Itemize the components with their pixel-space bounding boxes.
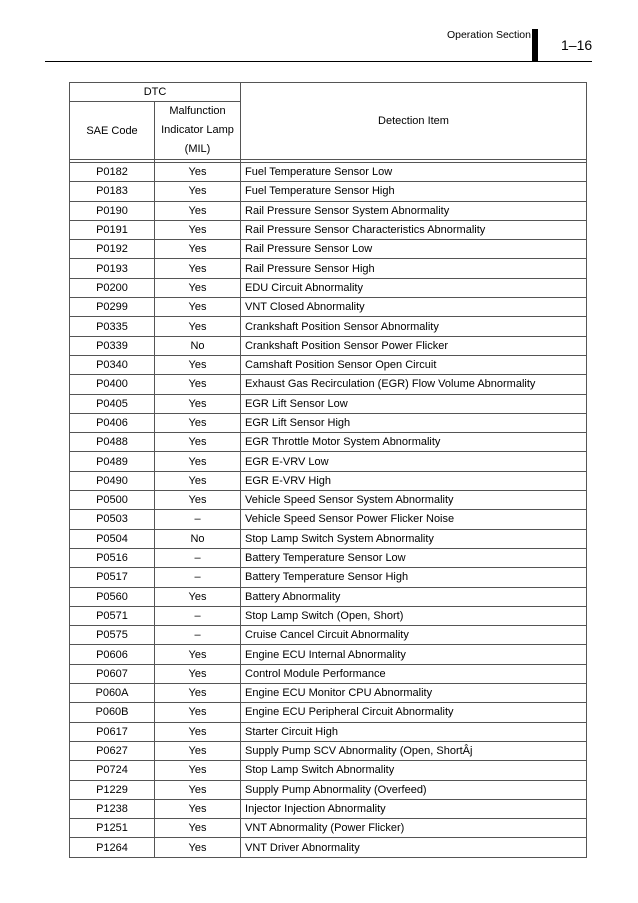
detection-item-cell: VNT Closed Abnormality [241, 298, 587, 317]
detection-item-cell: Engine ECU Monitor CPU Abnormality [241, 684, 587, 703]
mil-cell: Yes [155, 201, 241, 220]
table-row [70, 606, 587, 625]
mil-cell: Yes [155, 394, 241, 413]
mil-cell: No [155, 336, 241, 355]
sae-code-cell: P0339 [70, 336, 155, 355]
mil-cell: Yes [155, 838, 241, 857]
mil-cell: Yes [155, 491, 241, 510]
sae-code-cell: P1238 [70, 799, 155, 818]
page-number: 1–16 [561, 37, 593, 53]
sae-code-cell: P0560 [70, 587, 155, 606]
sae-code-cell: P0340 [70, 355, 155, 374]
table-row [70, 703, 587, 722]
mil-cell: Yes [155, 722, 241, 741]
detection-item-cell: Engine ECU Peripheral Circuit Abnormality [241, 703, 587, 722]
sae-code-cell: P0571 [70, 606, 155, 625]
mil-cell: No [155, 529, 241, 548]
mil-header-line3: (MIL) [184, 143, 211, 155]
mil-cell: Yes [155, 684, 241, 703]
mil-cell: – [155, 510, 241, 529]
sae-code-cell: P0400 [70, 375, 155, 394]
table-row [70, 780, 587, 799]
detection-item-cell: EGR Lift Sensor High [241, 413, 587, 432]
mil-cell: Yes [155, 298, 241, 317]
mil-cell: Yes [155, 780, 241, 799]
detection-item-cell: Rail Pressure Sensor System Abnormality [241, 201, 587, 220]
mil-cell: Yes [155, 799, 241, 818]
table-row [70, 375, 587, 394]
header-bar [532, 29, 538, 62]
table-row [70, 220, 587, 239]
mil-cell: Yes [155, 741, 241, 760]
detection-item-cell: EDU Circuit Abnormality [241, 278, 587, 297]
table-row [70, 394, 587, 413]
table-row [70, 298, 587, 317]
sae-code-cell: P0299 [70, 298, 155, 317]
detection-item-cell: Fuel Temperature Sensor High [241, 182, 587, 201]
detection-item-cell: EGR Lift Sensor Low [241, 394, 587, 413]
table-row [70, 317, 587, 336]
detection-item-cell: Vehicle Speed Sensor System Abnormality [241, 491, 587, 510]
mil-cell: – [155, 548, 241, 567]
sae-code-cell: P0406 [70, 413, 155, 432]
sae-code-cell: P0183 [70, 182, 155, 201]
mil-cell: – [155, 606, 241, 625]
detection-item-cell: Rail Pressure Sensor Characteristics Abnormality [241, 220, 587, 239]
sae-code-cell: P1229 [70, 780, 155, 799]
detection-item-cell: Engine ECU Internal Abnormality [241, 645, 587, 664]
detection-item-cell: EGR E-VRV Low [241, 452, 587, 471]
sae-code-cell: P0606 [70, 645, 155, 664]
sae-code-cell: P0517 [70, 568, 155, 587]
table-row [70, 761, 587, 780]
table-row [70, 684, 587, 703]
table-row [70, 433, 587, 452]
sae-code-cell: P0607 [70, 664, 155, 683]
sae-code-cell: P0617 [70, 722, 155, 741]
detection-item-cell: Stop Lamp Switch (Open, Short) [241, 606, 587, 625]
mil-cell: Yes [155, 240, 241, 259]
detection-item-cell: Crankshaft Position Sensor Abnormality [241, 317, 587, 336]
sae-code-cell: P0575 [70, 626, 155, 645]
section-title: Operation Section [446, 29, 531, 41]
detection-item-header: Detection Item [241, 83, 587, 160]
detection-item-cell: Battery Abnormality [241, 587, 587, 606]
dtc-header: DTC [70, 83, 241, 102]
sae-code-cell: P0500 [70, 491, 155, 510]
sae-code-cell: P0627 [70, 741, 155, 760]
sae-code-cell: P0724 [70, 761, 155, 780]
dtc-table-body [70, 160, 587, 858]
detection-item-cell: Cruise Cancel Circuit Abnormality [241, 626, 587, 645]
sae-code-cell: P0504 [70, 529, 155, 548]
detection-item-cell: Crankshaft Position Sensor Power Flicker [241, 336, 587, 355]
sae-code-cell: P0516 [70, 548, 155, 567]
table-row [70, 452, 587, 471]
table-row [70, 491, 587, 510]
mil-cell: Yes [155, 433, 241, 452]
mil-cell: Yes [155, 819, 241, 838]
detection-item-cell: Battery Temperature Sensor Low [241, 548, 587, 567]
table-row [70, 278, 587, 297]
sae-code-cell: P0191 [70, 220, 155, 239]
detection-item-cell: Supply Pump SCV Abnormality (Open, ShortÂj [241, 741, 587, 760]
mil-cell: Yes [155, 163, 241, 182]
mil-cell: Yes [155, 703, 241, 722]
table-row [70, 741, 587, 760]
table-row [70, 163, 587, 182]
mil-cell: Yes [155, 587, 241, 606]
mil-header-line2: Indicator Lamp [161, 124, 234, 136]
table-row [70, 413, 587, 432]
mil-cell: Yes [155, 664, 241, 683]
mil-header [155, 102, 241, 160]
table-row [70, 664, 587, 683]
mil-cell: Yes [155, 413, 241, 432]
sae-code-cell: P0182 [70, 163, 155, 182]
mil-cell: – [155, 626, 241, 645]
table-row [70, 355, 587, 374]
table-row [70, 568, 587, 587]
mil-cell: Yes [155, 182, 241, 201]
detection-item-cell: VNT Abnormality (Power Flicker) [241, 819, 587, 838]
sae-code-cell: P0490 [70, 471, 155, 490]
sae-code-cell: P0503 [70, 510, 155, 529]
table-row [70, 336, 587, 355]
mil-header-line1: Malfunction [169, 105, 226, 117]
sae-code-cell: P0405 [70, 394, 155, 413]
table-row [70, 626, 587, 645]
table-row [70, 201, 587, 220]
table-row [70, 819, 587, 838]
table-row [70, 259, 587, 278]
header-rule [45, 61, 592, 62]
table-row [70, 471, 587, 490]
sae-code-cell: P0489 [70, 452, 155, 471]
mil-cell: Yes [155, 278, 241, 297]
mil-cell: Yes [155, 375, 241, 394]
mil-cell: Yes [155, 452, 241, 471]
mil-cell: Yes [155, 471, 241, 490]
detection-item-cell: EGR E-VRV High [241, 471, 587, 490]
mil-cell: Yes [155, 645, 241, 664]
mil-cell: – [155, 568, 241, 587]
sae-code-cell: P060A [70, 684, 155, 703]
detection-item-cell: Battery Temperature Sensor High [241, 568, 587, 587]
detection-item-cell: Fuel Temperature Sensor Low [241, 163, 587, 182]
dtc-table [69, 82, 587, 858]
detection-item-cell: Stop Lamp Switch Abnormality [241, 761, 587, 780]
table-row [70, 722, 587, 741]
mil-cell: Yes [155, 259, 241, 278]
table-row [70, 587, 587, 606]
sae-code-cell: P0335 [70, 317, 155, 336]
mil-cell: Yes [155, 220, 241, 239]
table-row [70, 645, 587, 664]
table-row [70, 240, 587, 259]
detection-item-cell: Supply Pump Abnormality (Overfeed) [241, 780, 587, 799]
detection-item-cell: Rail Pressure Sensor High [241, 259, 587, 278]
detection-item-cell: Vehicle Speed Sensor Power Flicker Noise [241, 510, 587, 529]
detection-item-cell: Injector Injection Abnormality [241, 799, 587, 818]
detection-item-cell: Exhaust Gas Recirculation (EGR) Flow Volume Abnormality [241, 375, 587, 394]
mil-cell: Yes [155, 761, 241, 780]
sae-code-cell: P0192 [70, 240, 155, 259]
sae-code-header: SAE Code [70, 102, 155, 160]
sae-code-cell: P0193 [70, 259, 155, 278]
sae-code-cell: P0488 [70, 433, 155, 452]
table-row [70, 529, 587, 548]
mil-cell: Yes [155, 355, 241, 374]
sae-code-cell: P060B [70, 703, 155, 722]
detection-item-cell: Starter Circuit High [241, 722, 587, 741]
table-row [70, 548, 587, 567]
detection-item-cell: Stop Lamp Switch System Abnormality [241, 529, 587, 548]
detection-item-cell: VNT Driver Abnormality [241, 838, 587, 857]
detection-item-cell: Control Module Performance [241, 664, 587, 683]
table-row [70, 799, 587, 818]
detection-item-cell: Rail Pressure Sensor Low [241, 240, 587, 259]
sae-code-cell: P1251 [70, 819, 155, 838]
table-row [70, 510, 587, 529]
sae-code-cell: P0200 [70, 278, 155, 297]
mil-cell: Yes [155, 317, 241, 336]
sae-code-cell: P0190 [70, 201, 155, 220]
table-row [70, 838, 587, 857]
table-row [70, 182, 587, 201]
detection-item-cell: EGR Throttle Motor System Abnormality [241, 433, 587, 452]
detection-item-cell: Camshaft Position Sensor Open Circuit [241, 355, 587, 374]
sae-code-cell: P1264 [70, 838, 155, 857]
